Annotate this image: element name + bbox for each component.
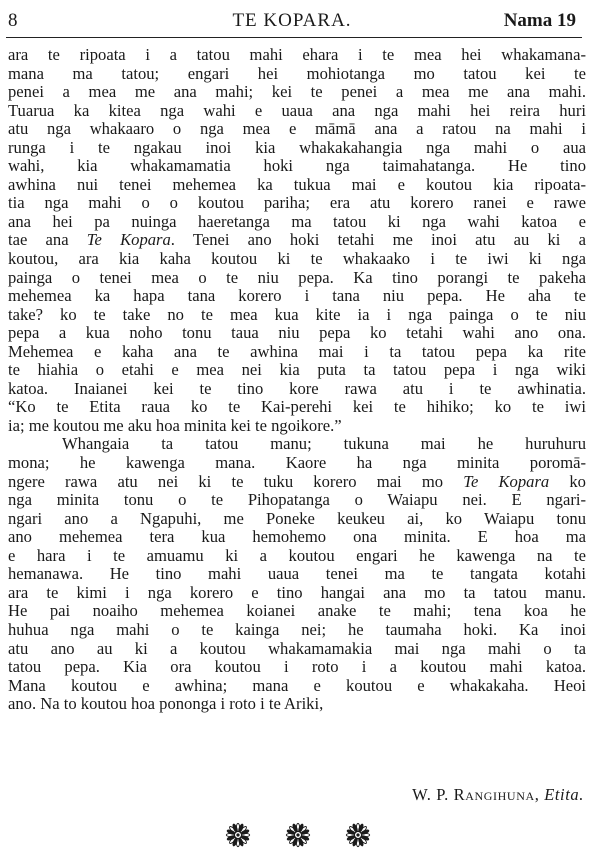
text-line: ara te ripoata i a tatou mahi ehara i te mea hei whakamana- xyxy=(8,45,586,64)
text-line: “Ko te Etita raua ko te Kai-perehi kei te hihiko; ko te iwi xyxy=(8,397,586,417)
text-line: Whangaia ta tatou manu; tukuna mai he huruhuru xyxy=(62,434,586,454)
text-line: tae ana Te Kopara. Tenei ano hoki tetahi me inoi atu au ki a xyxy=(8,230,586,250)
text-line: ngere rawa atu nei ki te tuku korero mai mo Te Kopara ko xyxy=(8,471,586,491)
signature-role: Etita. xyxy=(544,785,584,804)
text-line: tatou pepa. Kia ora koutou i roto i a koutou mahi katoa. xyxy=(8,657,586,677)
text-line: runga i te ngakau inoi kia whakakahangia nga mahi o aua xyxy=(8,137,586,157)
text-line: mana ma tatou; engari hei mohiotanga mo tatou kei te xyxy=(8,63,586,83)
text-line: ana hei pa nuinga haeretanga ma tatou ki nga wahi katoa e xyxy=(8,211,586,231)
article-body xyxy=(8,46,586,714)
header-rule xyxy=(6,37,582,38)
page-header xyxy=(8,10,576,34)
signature-initials: W. P. xyxy=(412,785,449,804)
text-line: ano mehemea tera kua hemohemo ona minita. E hoa ma xyxy=(8,527,586,547)
publication-title: TE KOPARA. xyxy=(232,10,352,31)
text-line: e hara i te amuamu ki a koutou engari he kawenga na te xyxy=(8,545,586,565)
text-line: nga minita tonu o te Pihopatanga o Waiapu nei. E ngari- xyxy=(8,490,586,510)
text-line: hemanawa. He tino mahi uaua tenei ma te tangata kotahi xyxy=(8,564,586,584)
text-line: painga o tenei mea o te niu pepa. Ka tino porangi te pakeha xyxy=(8,267,586,287)
text-line: He pai noaiho mehemea koianei anake te mahi; tena koa he xyxy=(8,601,586,621)
text-line: awhina nui tenei mehemea ka tukua mai e koutou kia ripoata- xyxy=(8,174,586,194)
text-line: mona; he kawenga mana. Kaore ha nga minita poromā- xyxy=(8,453,586,473)
text-line: te hiahia o etahi e mea nei kia puta ta tatou pepa i nga wiki xyxy=(8,360,586,380)
text-line: ara te kimi i nga korero e tino hangai ana mo ta tatou manu. xyxy=(8,582,586,602)
issue-number: Nama 19 xyxy=(503,10,576,31)
text-line: atu nga whakaaro o nga mea e māmā ana a ratou na mahi i xyxy=(8,119,586,139)
text-line: atu ano au ki a koutou whakamamakia mai nga mahi o ta xyxy=(8,638,586,658)
text-line: mehemea ka hapa tana korero i tana niu pepa. He aha te xyxy=(8,286,586,306)
text-line: penei a mea me ana mahi; kei te penei a mea me ana mahi. xyxy=(8,82,586,102)
text-line: wahi, kia whakamamatia hoki nga taimahatanga. He tino xyxy=(8,156,586,176)
flower-ornament-icon xyxy=(285,822,311,848)
text-line: ia; me koutou me aku hoa minita kei te ngoikore.” xyxy=(8,415,342,435)
text-line: ngari ano a Ngapuhi, me Poneke keukeu ai, ko Waiapu tonu xyxy=(8,508,586,528)
text-line: koutou, ara kia kaha koutou ki te whakaako i te iwi ki nga xyxy=(8,249,586,269)
flower-ornament-icon xyxy=(345,822,371,848)
text-line: tia nga mahi o o koutou pariha; era atu korero ranei e rawe xyxy=(8,193,586,213)
text-line: Tuarua ka kitea nga wahi e uaua ana nga mahi hei reira huri xyxy=(8,100,586,120)
text-line: huhua nga mahi o te kainga nei; he taumaha hoki. Ka inoi xyxy=(8,619,586,639)
text-line: ano. Na to koutou hoa pononga i roto i te Ariki, xyxy=(8,694,324,714)
flower-ornament-icon xyxy=(225,822,251,848)
publication-name: Te Kopara xyxy=(86,230,171,250)
text-line: Mehemea e kaha ana te awhina mai i ta tatou pepa ka rite xyxy=(8,341,586,361)
signature: W. P. Rangihuna, Etita. xyxy=(412,785,584,804)
page-number: 8 xyxy=(8,10,18,31)
text-line: pepa a kua noho tonu taua niu pepa ko tetahi wahi ano ona. xyxy=(8,323,586,343)
text-line: take? ko te take no te mea kua kite ia i nga painga o te niu xyxy=(8,304,586,324)
text-line: Mana koutou e awhina; mana e koutou e whakakaha. Heoi xyxy=(8,675,586,695)
publication-name: Te Kopara xyxy=(463,471,550,491)
signature-name: Rangihuna xyxy=(453,785,535,804)
text-line: katoa. Inaianei kei te tino kore rawa atu i te awhinatia. xyxy=(8,378,586,398)
